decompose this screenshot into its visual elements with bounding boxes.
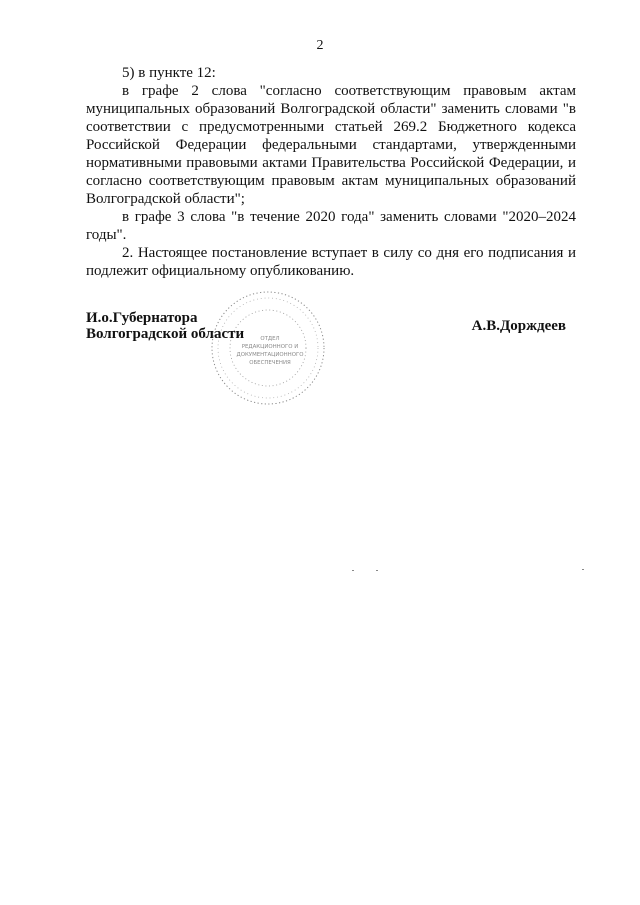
signatory-title [86,310,244,342]
paragraph-column-2-replacement: в графе 2 слова "согласно соответствующим правовым актам муниципальных образований Волгоградской области" заменить словами "в соответствии с предусмотренными статьей 269.2 Бюджетного кодекса Российской Федерации федеральными стандартами, утвержденными нормативными правовыми актами Правительства Российской Федерации, и согласно соответствующим правовым актам муниципальных образований Волгоградской области"; [86,83,576,207]
signatory-title-line-1: И.о.Губернатора [86,310,198,326]
signature-block [86,310,576,420]
signatory-name: А.В.Дорждеев [471,318,566,334]
stamp-line-4: ОБЕСПЕЧЕНИЯ [249,360,291,366]
official-stamp [208,288,328,408]
paragraph-effective-date: 2. Настоящее постановление вступает в силу со дня его подписания и подлежит официальному опубликованию. [86,245,576,279]
paragraph-column-3-replacement: в графе 3 слова "в течение 2020 года" заменить словами "2020–2024 годы". [86,209,576,243]
document-body [86,64,576,280]
stamp-line-2: РЕДАКЦИОННОГО И [241,344,299,350]
stamp-line-1: ОТДЕЛ [260,336,280,342]
scan-specks [0,568,640,574]
signatory-title-line-2: Волгоградской области [86,326,245,342]
paragraph-item-5: 5) в пункте 12: [122,65,216,81]
stamp-line-3: ДОКУМЕНТАЦИОННОГО [236,352,304,358]
page-number: 2 [316,38,324,53]
